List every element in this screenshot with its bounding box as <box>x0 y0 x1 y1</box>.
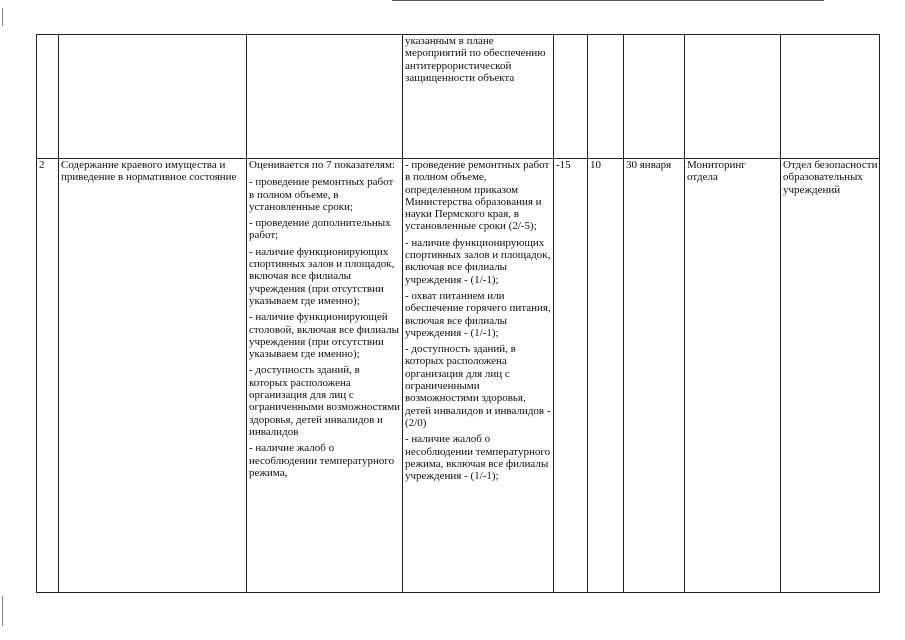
score-cell <box>554 35 588 159</box>
score-cell <box>588 35 624 159</box>
row-number: 2 <box>37 159 59 593</box>
indicators-cell: указанным в плане мероприятий по обеспечению антитеррористической защищенности объекта <box>403 35 554 159</box>
criteria-item: - проведение ремонтных работ в полном объеме, в установленные сроки; <box>249 176 394 213</box>
score-cell: -15 <box>554 159 588 593</box>
deadline-cell <box>624 35 685 159</box>
indicator-item: - доступность зданий, в которых расположена организация для лиц с ограниченными возможностями здоровья, детей инвалидов и инвалидов - (2/0) <box>405 343 551 429</box>
criteria-cell <box>247 35 403 159</box>
criteria-item: - доступность зданий, в которых расположена организация для лиц с ограниченными возможностями здоровья, детей инвалидов и инвалидов <box>249 364 401 438</box>
score-cell: 10 <box>588 159 624 593</box>
responsible-cell <box>781 35 880 159</box>
indicator-item: - наличие жалоб о несоблюдении температурного режима, включая все филиалы учреждения - (1/-1); <box>405 433 551 483</box>
page-top-rule <box>392 0 824 1</box>
scan-edge-mark <box>2 596 3 626</box>
document-table <box>36 34 880 593</box>
deadline-cell: 30 января <box>624 159 685 593</box>
table-row <box>37 159 880 593</box>
responsible-cell: Отдел безопасности образовательных учреждений <box>781 159 880 593</box>
criteria-item: - наличие функционирующей столовой, включая все филиалы учреждения (при отсутствии указываем где именно); <box>249 311 399 361</box>
criteria-intro: Оценивается по 7 показателям: <box>249 159 395 171</box>
indicator-item: - проведение ремонтных работ в полном объеме, определенном приказом Министерства образования и науки Пермского края, в установленные сроки (2/-5); <box>405 159 550 233</box>
criteria-item: - проведение дополнительных работ; <box>249 217 391 242</box>
task-name <box>59 35 247 159</box>
indicator-item: - наличие функционирующих спортивных залов и площадок, включая все филиалы учреждения - (1/-1); <box>405 236 551 286</box>
method-cell <box>685 35 781 159</box>
scan-edge-mark <box>2 8 3 26</box>
table-row-previous <box>37 35 880 159</box>
criteria-cell <box>247 159 403 593</box>
row-number <box>37 35 59 159</box>
indicators-cell <box>403 159 554 593</box>
indicator-item: - охват питанием или обеспечение горячего питания, включая все филиалы учреждения - (1/-1); <box>405 289 551 339</box>
criteria-item: - наличие функционирующих спортивных залов и площадок, включая все филиалы учреждения (при отсутствии указываем где именно); <box>249 245 395 307</box>
method-cell: Мониторинг отдела <box>685 159 781 593</box>
task-name: Содержание краевого имущества и приведение в нормативное состояние <box>59 159 247 593</box>
criteria-item: - наличие жалоб о несоблюдении температурного режима, <box>249 442 395 479</box>
